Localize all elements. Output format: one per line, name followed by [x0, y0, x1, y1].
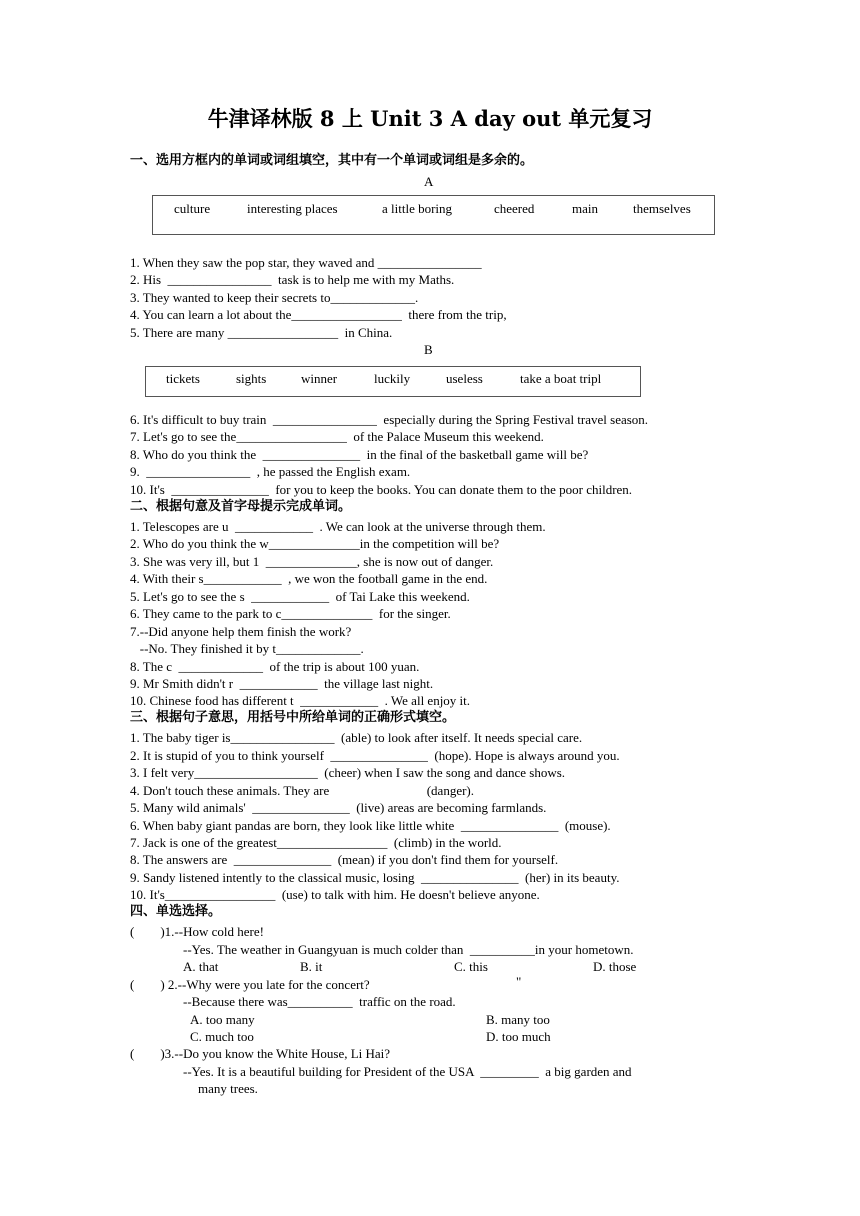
section-4-heading: 四、单选选择。: [130, 904, 222, 919]
word-box-a-item: cheered: [494, 201, 535, 216]
question-line: 4. Don't touch these animals. They are (danger).: [130, 783, 474, 798]
word-box-a-item: themselves: [633, 201, 691, 216]
question-line: 5. Many wild animals' _______________ (live) areas are becoming farmlands.: [130, 800, 547, 815]
question-line: 6. They came to the park to c______________ for the singer.: [130, 606, 451, 621]
stray-mark: ": [516, 974, 522, 989]
word-box-b-item: tickets: [166, 371, 200, 386]
question-line: 8. Who do you think the _______________ in the final of the basketball game will be?: [130, 447, 589, 462]
question-line: --No. They finished it by t_____________.: [130, 641, 364, 656]
question-line: 5. There are many _________________ in China.: [130, 325, 393, 340]
word-box-a-item: a little boring: [382, 201, 453, 216]
mc-question-line: --Yes. The weather in Guangyuan is much colder than __________in your hometown.: [183, 942, 634, 957]
mc-option: C. this: [454, 959, 488, 974]
question-line: 3. They wanted to keep their secrets to_____________.: [130, 290, 419, 305]
question-line: 4. You can learn a lot about the_________________ there from the trip,: [130, 307, 507, 322]
question-line: 2. It is stupid of you to think yourself _______________ (hope). Hope is always around you.: [130, 748, 620, 763]
question-line: 9. Sandy listened intently to the classical music, losing _______________ (her) in its beauty.: [130, 870, 620, 885]
word-box-b: [145, 366, 641, 397]
mc-question-line: --Because there was__________ traffic on the road.: [183, 994, 456, 1009]
word-box-a: [152, 195, 715, 235]
box-b-label: B: [424, 342, 433, 357]
word-box-b-item: useless: [446, 371, 483, 386]
word-box-b-item: luckily: [374, 371, 411, 386]
mc-option: D. too much: [486, 1029, 551, 1044]
question-line: 3. She was very ill, but 1 ______________, she is now out of danger.: [130, 554, 494, 569]
mc-question-stem: ( )3.--Do you know the White House, Li Hai?: [130, 1046, 391, 1061]
question-line: 7. Jack is one of the greatest_________________ (climb) in the world.: [130, 835, 502, 850]
question-line: 1. Telescopes are u ____________ . We can look at the universe through them.: [130, 519, 546, 534]
question-line: 2. Who do you think the w______________in the competition will be?: [130, 536, 500, 551]
question-line: 9. ________________ , he passed the English exam.: [130, 464, 411, 479]
question-line: 4. With their s____________ , we won the football game in the end.: [130, 571, 488, 586]
question-line: 10. It's_________________ (use) to talk with him. He doesn't believe anyone.: [130, 887, 540, 902]
section-2-heading: 二、根据句意及首字母提示完成单词。: [130, 499, 352, 514]
mc-option: B. it: [300, 959, 323, 974]
box-a-label: A: [424, 174, 434, 189]
question-line: 1. When they saw the pop star, they waved and ________________: [130, 255, 482, 270]
mc-option: A. too many: [190, 1012, 255, 1027]
word-box-b-item: sights: [236, 371, 267, 386]
question-line: 2. His ________________ task is to help me with my Maths.: [130, 272, 455, 287]
question-line: 10. Chinese food has different t ____________ . We all enjoy it.: [130, 693, 471, 708]
question-line: 9. Mr Smith didn't r ____________ the village last night.: [130, 676, 434, 691]
section-1-heading: 一、选用方框内的单词或词组填空，其中有一个单词或词组是多余的。: [130, 153, 534, 168]
mc-question-stem: ( )1.--How cold here!: [130, 924, 264, 939]
mc-option: C. much too: [190, 1029, 254, 1044]
word-box-a-item: culture: [174, 201, 211, 216]
mc-option: D. those: [593, 959, 637, 974]
page-title: 牛津译林版 8 上 Unit 3 A day out 单元复习: [207, 106, 653, 131]
mc-question-line: --Yes. It is a beautiful building for President of the USA _________ a big garden and: [183, 1064, 632, 1079]
question-line: 6. When baby giant pandas are born, they look like little white _______________ (mouse).: [130, 818, 611, 833]
word-box-b-item: take a boat tripl: [520, 371, 602, 386]
question-line: 5. Let's go to see the s ____________ of Tai Lake this weekend.: [130, 589, 470, 604]
mc-question-stem: ( ) 2.--Why were you late for the concert?: [130, 977, 370, 992]
word-box-a-item: interesting places: [247, 201, 338, 216]
question-line: 7. Let's go to see the_________________ of the Palace Museum this weekend.: [130, 429, 544, 444]
mc-option: A. that: [183, 959, 219, 974]
word-box-a-item: main: [572, 201, 598, 216]
mc-question-line: many trees.: [198, 1081, 258, 1096]
question-line: 10. It's _______________ for you to keep the books. You can donate them to the poor children.: [130, 482, 633, 497]
section-3-heading: 三、根据句子意思，用括号中所给单词的正确形式填空。: [130, 710, 456, 725]
word-box-b-item: winner: [301, 371, 338, 386]
question-line: 7.--Did anyone help them finish the work?: [130, 624, 352, 639]
question-line: 8. The c _____________ of the trip is about 100 yuan.: [130, 659, 420, 674]
question-line: 8. The answers are _______________ (mean) if you don't find them for yourself.: [130, 852, 559, 867]
question-line: 6. It's difficult to buy train ________________ especially during the Spring Festival travel season.: [130, 412, 649, 427]
question-line: 3. I felt very___________________ (cheer) when I saw the song and dance shows.: [130, 765, 566, 780]
question-line: 1. The baby tiger is________________ (able) to look after itself. It needs special care.: [130, 730, 583, 745]
mc-option: B. many too: [486, 1012, 550, 1027]
